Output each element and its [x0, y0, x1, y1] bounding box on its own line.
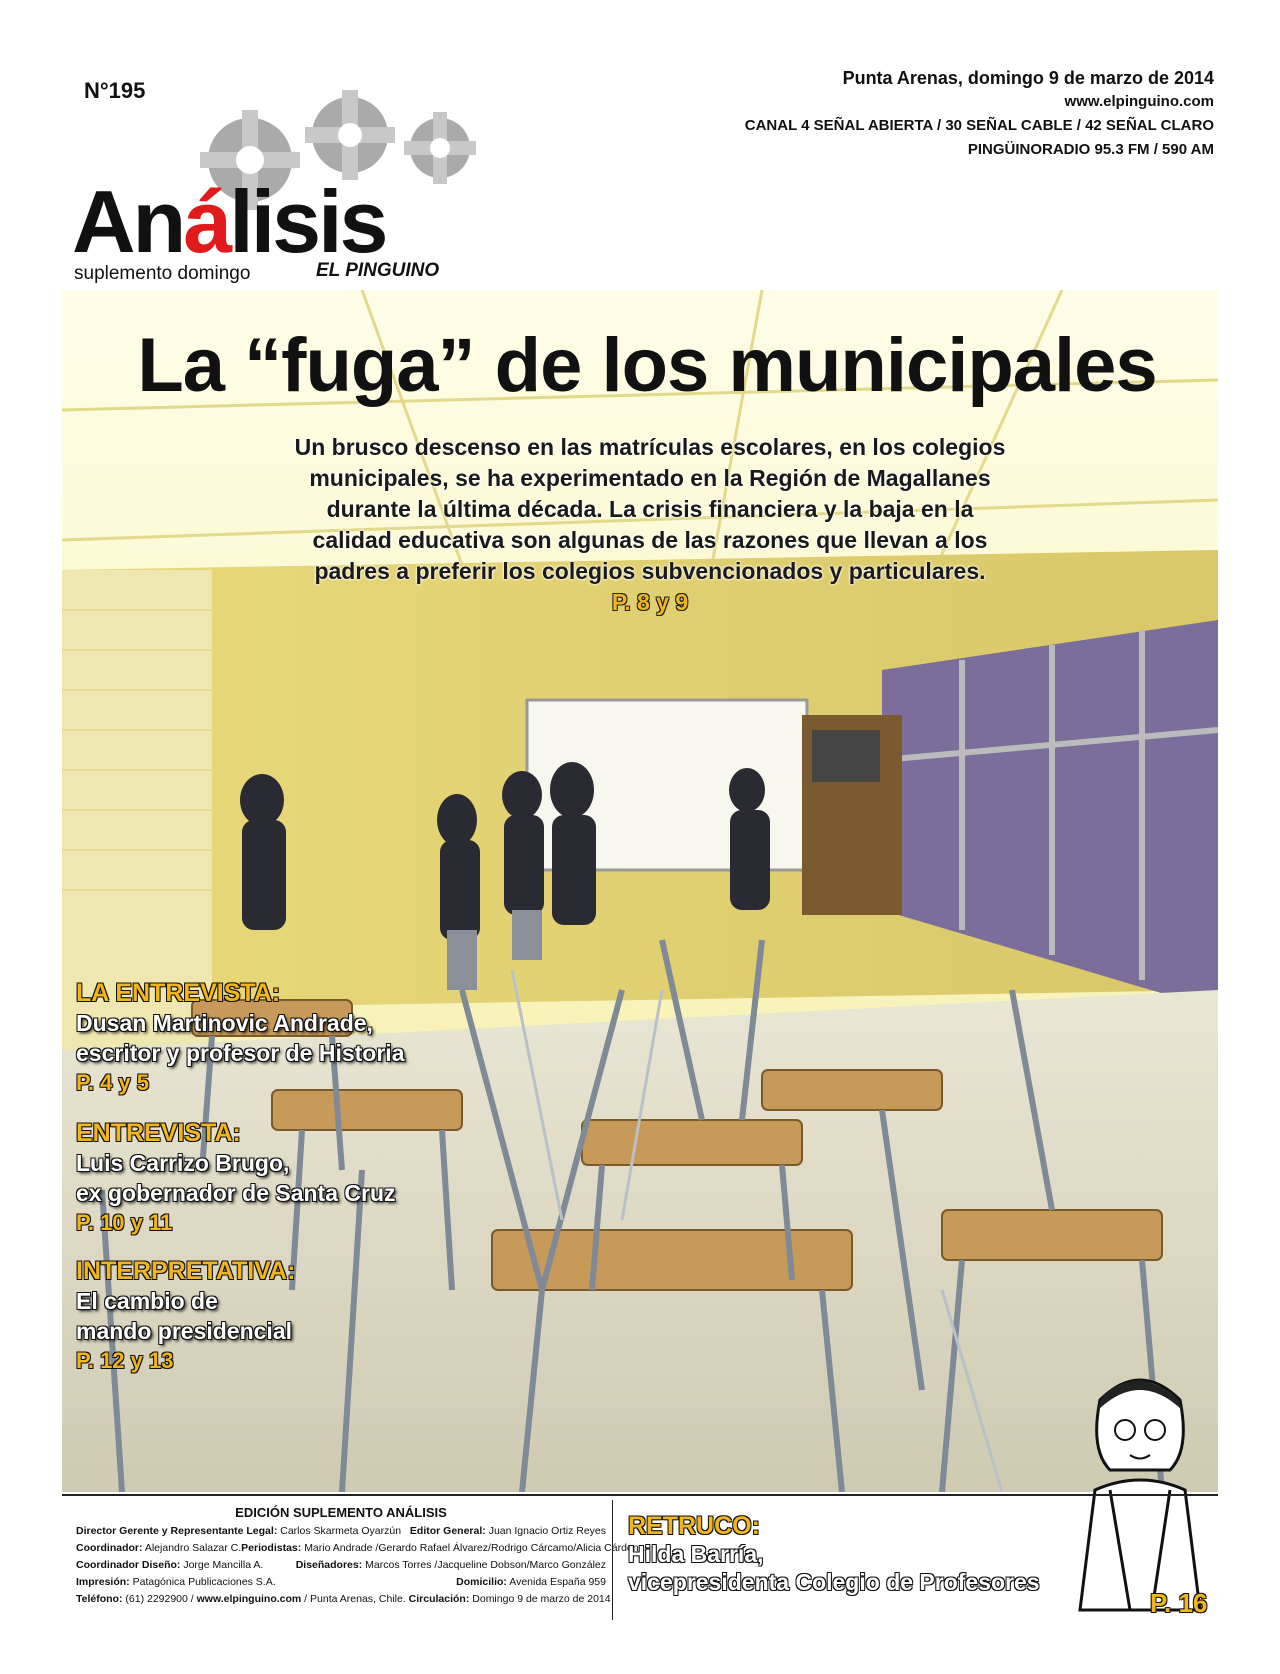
teaser-page-ref: P. 4 y 5: [76, 1070, 149, 1095]
credit-value: Alejandro Salazar C.: [144, 1542, 242, 1554]
website-link[interactable]: www.elpinguino.com: [1064, 93, 1214, 110]
credit-label: Periodistas:: [241, 1542, 302, 1554]
credits-row: [76, 1591, 611, 1608]
credit-value: Juan Ignacio Ortiz Reyes: [488, 1525, 606, 1537]
teaser-kicker: RETRUCO:: [628, 1512, 760, 1540]
teaser-retruco[interactable]: [628, 1512, 1148, 1596]
credit-label: Coordinador:: [76, 1542, 143, 1554]
credit-label: Impresión:: [76, 1576, 130, 1588]
credit-value: Domingo 9 de marzo de 2014: [472, 1593, 611, 1605]
teaser-page-ref: P. 12 y 13: [76, 1348, 174, 1373]
credits-row: [76, 1523, 606, 1540]
credit-label: Circulación:: [408, 1593, 470, 1605]
teaser-interpretativa[interactable]: [76, 1256, 536, 1376]
teaser-line: mando presidencial: [76, 1318, 293, 1344]
credits-row: [76, 1557, 606, 1574]
analisis-logo: Análisis: [72, 172, 386, 271]
supplement-subtitle: suplemento domingo: [74, 263, 251, 284]
credit-value: Avenida España 959: [509, 1576, 606, 1588]
brand-name: EL PINGUINO: [316, 260, 440, 281]
radio-frequency: PINGÜINORADIO 95.3 FM / 590 AM: [967, 141, 1214, 158]
credit-value: Carlos Skarmeta Oyarzún: [280, 1525, 402, 1537]
cover-headline: La “fuga” de los municipales: [137, 323, 1157, 408]
retruco-page-ref[interactable]: P. 16: [1150, 1588, 1208, 1618]
credit-value: Mario Andrade /Gerardo Rafael Álvarez/Rodrigo Cárcamo/Alicia Cárdenas: [304, 1542, 650, 1554]
masthead-info: [745, 66, 1214, 162]
teaser-line: escritor y profesor de Historia: [76, 1040, 405, 1066]
credit-value: Marcos Torres /Jacqueline Dobson/Marco González: [365, 1559, 606, 1571]
credit-label: Editor General:: [409, 1525, 486, 1537]
teaser-page-ref: P. 10 y 11: [76, 1210, 173, 1235]
credit-label: Teléfono:: [76, 1593, 123, 1605]
credit-label: Director Gerente y Representante Legal:: [76, 1525, 278, 1537]
footer-divider: [612, 1500, 613, 1620]
teaser-kicker: INTERPRETATIVA:: [76, 1257, 296, 1285]
teaser-line: Luis Carrizo Brugo,: [76, 1150, 290, 1176]
teaser-kicker: ENTREVISTA:: [76, 1119, 241, 1147]
credit-value: Patagónica Publicaciones S.A.: [132, 1576, 276, 1588]
credit-label: Domicilio:: [456, 1576, 507, 1588]
credit-label: Coordinador Diseño:: [76, 1559, 181, 1571]
deck-text: Un brusco descenso en las matrículas escolares, en los colegios municipales, se ha experimentado en la Región de Magallanes durante la última década. La crisis financiera y la baja en la calidad educativa son algunas de las razones que llevan a los padres a preferir los colegios subvencionados y particulares.: [294, 434, 1006, 584]
teaser-line: El cambio de: [76, 1288, 218, 1314]
credits-row: [76, 1574, 606, 1591]
issue-number: N°195: [84, 78, 146, 103]
teaser-entrevista[interactable]: [76, 1118, 536, 1238]
teaser-la-entrevista[interactable]: [76, 978, 536, 1098]
teaser-kicker: LA ENTREVISTA:: [76, 979, 281, 1007]
deck-page-ref[interactable]: P. 8 y 9: [611, 589, 689, 615]
teaser-line: Hilda Barría,: [628, 1541, 764, 1567]
credit-value: (61) 2292900 /: [125, 1593, 194, 1605]
credits-row: [76, 1540, 650, 1557]
credit-value: Jorge Mancilla A.: [183, 1559, 264, 1571]
staff-credits: [76, 1504, 650, 1608]
credit-value: / Punta Arenas, Chile.: [304, 1593, 406, 1605]
credits-title: EDICIÓN SUPLEMENTO ANÁLISIS: [235, 1505, 447, 1520]
tv-channels: CANAL 4 SEÑAL ABIERTA / 30 SEÑAL CABLE / 42 SEÑAL CLARO: [744, 117, 1214, 134]
edition-date: Punta Arenas, domingo 9 de marzo de 2014: [842, 68, 1214, 88]
footer-rule: [62, 1494, 1218, 1496]
website-link[interactable]: www.elpinguino.com: [196, 1593, 302, 1605]
teaser-line: ex gobernador de Santa Cruz: [76, 1180, 396, 1206]
cover-deck: [290, 432, 1010, 618]
teaser-line: vicepresidenta Colegio de Profesores: [628, 1569, 1040, 1595]
teaser-line: Dusan Martinovic Andrade,: [76, 1010, 373, 1036]
credit-label: Diseñadores:: [295, 1559, 363, 1571]
